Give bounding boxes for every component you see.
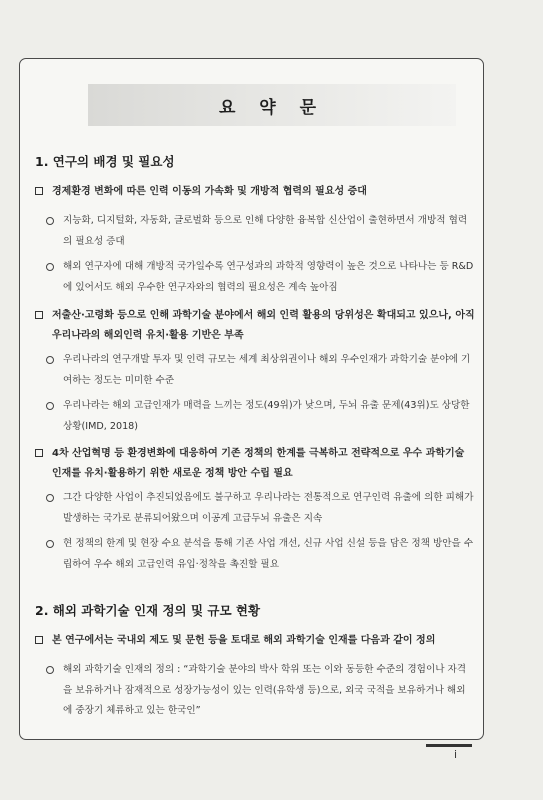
circle-bullet-icon: [46, 263, 54, 271]
square-bullet-item: 4차 산업혁명 등 환경변화에 대응하여 기존 정책의 한계를 극복하고 전략적으로 우수 과학기술 인재를 유치·활용하기 위한 새로운 정책 방안 수립 필요: [35, 444, 475, 484]
circle-bullet-item: 현 정책의 한계 및 현장 수요 분석을 통해 기존 사업 개선, 신규 사업 신설 등을 담은 정책 방안을 수립하여 우수 해외 고급인력 유입·정착을 촉진할 필요: [46, 534, 474, 575]
title-banner: [88, 84, 456, 126]
square-bullet-icon: [35, 187, 43, 195]
square-bullet-icon: [35, 636, 43, 644]
circle-bullet-item: 지능화, 디지털화, 자동화, 글로벌화 등으로 인해 다양한 융복합 신산업이 출현하면서 개방적 협력의 필요성 증대: [46, 211, 474, 252]
circle-bullet-item: 해외 과학기술 인재의 정의 : “과학기술 분야의 박사 학위 또는 이와 동등한 수준의 경험이나 자격을 보유하거나 잠재적으로 성장가능성이 있는 인력(유학생 등)으로, 외국 국적을 보유하거나 해외에 중장기 체류하고 있는 한국인”: [46, 660, 474, 722]
circle-bullet-item: 그간 다양한 사업이 추진되었음에도 불구하고 우리나라는 전통적으로 연구인력 유출에 의한 피해가 발생하는 국가로 분류되어왔으며 이공계 고급두뇌 유출은 지속: [46, 488, 474, 529]
page-title: 요 약 문: [218, 98, 326, 118]
circle-bullet-item: 해외 연구자에 대해 개방적 국가일수록 연구성과의 과학적 영향력이 높은 것으로 나타나는 등 R&D에 있어서도 해외 우수한 연구자와의 협력의 필요성은 계속 높아짐: [46, 257, 474, 298]
square-bullet-item: 본 연구에서는 국내외 제도 및 문헌 등을 토대로 해외 과학기술 인재를 다음과 같이 정의: [35, 631, 475, 651]
circle-bullet-icon: [46, 402, 54, 410]
circle-bullet-icon: [46, 666, 54, 674]
circle-bullet-icon: [46, 356, 54, 364]
footer-rule: [426, 744, 472, 747]
circle-bullet-item: 우리나라의 연구개발 투자 및 인력 규모는 세계 최상위권이나 해외 우수인재가 과학기술 분야에 기여하는 정도는 미미한 수준: [46, 350, 474, 391]
circle-bullet-icon: [46, 494, 54, 502]
section-heading-2: 2. 해외 과학기술 인재 정의 및 규모 현황: [35, 603, 261, 618]
circle-bullet-icon: [46, 540, 54, 548]
circle-bullet-item: 우리나라는 해외 고급인재가 매력을 느끼는 정도(49위)가 낮으며, 두뇌 유출 문제(43위)도 상당한 상황(IMD, 2018): [46, 396, 474, 437]
circle-bullet-icon: [46, 217, 54, 225]
square-bullet-item: 경제환경 변화에 따른 인력 이동의 가속화 및 개방적 협력의 필요성 증대: [35, 182, 475, 202]
page-number: i: [454, 748, 458, 761]
square-bullet-item: 저출산·고령화 등으로 인해 과학기술 분야에서 해외 인력 활용의 당위성은 확대되고 있으나, 아직 우리나라의 해외인력 유치·활용 기반은 부족: [35, 306, 475, 346]
section-heading-1: 1. 연구의 배경 및 필요성: [35, 154, 175, 169]
square-bullet-icon: [35, 449, 43, 457]
square-bullet-icon: [35, 311, 43, 319]
